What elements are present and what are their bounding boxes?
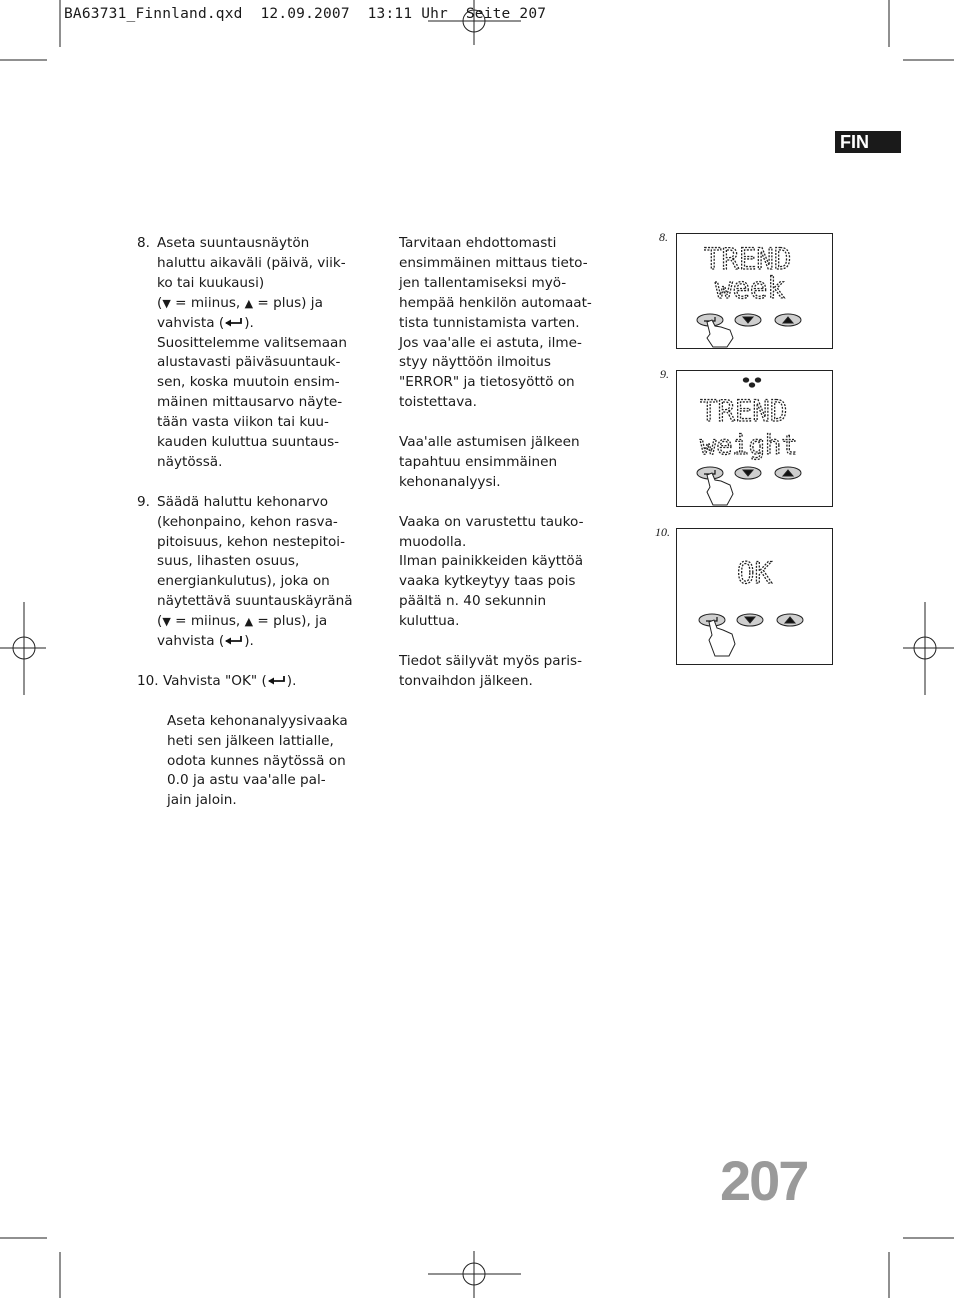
button-row <box>697 467 801 505</box>
enter-icon <box>224 316 244 328</box>
step-9: 9. Säädä haluttu kehonarvo (kehonpaino, kehon rasva- pitoisuus, kehon nestepitoi- suus, lihasten osuus, energiankulutus), joka on näytettävä suuntauskäyränä (▼ = miinus, ▲ = plus), ja vahvista ( ). <box>137 493 353 650</box>
paragraph-body-analysis: Vaa'alle astumisen jälkeen tapahtuu ensimmäinen kehonanalyysi. <box>399 434 580 490</box>
figure-label: 8. <box>659 230 668 244</box>
pointing-hand-icon <box>707 473 733 505</box>
up-arrow-icon: ▲ <box>244 615 254 629</box>
display-figure-trend-week <box>676 233 833 349</box>
display-text-line1: TREND <box>704 242 792 276</box>
column-instructions <box>137 234 367 831</box>
scale-display-illustration <box>677 529 832 664</box>
figure-label: 9. <box>660 367 669 381</box>
step-number: 8. <box>137 235 150 251</box>
display-text-line2: weight <box>700 430 798 461</box>
print-slug-line: BA63731_Finnland.qxd 12.09.2007 13:11 Uhr Seite 207 <box>64 6 547 22</box>
enter-icon <box>224 634 244 646</box>
display-figure-ok <box>676 528 833 665</box>
enter-icon <box>267 674 287 686</box>
step-10-note: Aseta kehonanalyysivaaka heti sen jälkeen lattialle, odota kunnes näytössä on 0.0 ja astu vaa'alle pal- jain jaloin. <box>167 712 348 809</box>
pointing-hand-icon <box>709 620 735 656</box>
paragraph-battery-change: Tiedot säilyvät myös paris- tonvaihdon jälkeen. <box>399 652 582 689</box>
down-arrow-icon: ▼ <box>162 615 171 629</box>
step-10: 10. Vahvista "OK" ( ). <box>137 672 297 689</box>
scale-display-illustration <box>677 234 832 348</box>
step-8: 8. Aseta suuntausnäytön haluttu aikaväli (päivä, viik- ko tai kuukausi) (▼ = miinus, ▲ = plus) ja vahvista ( ). Suosittelemme valitsemaan alustavasti päiväsuuntauk- sen, koska muutoin ensim- mäinen mittausarvo näyte- tään vasta viikon tai kuu- kauden kuluttua suuntaus- näytössä. <box>137 235 347 470</box>
down-arrow-icon: ▼ <box>162 296 171 310</box>
display-text-line1: TREND <box>700 394 788 428</box>
scale-display-illustration <box>677 371 832 506</box>
step-number: 9. <box>137 493 150 510</box>
display-figure-trend-weight <box>676 370 833 507</box>
button-row <box>697 314 801 347</box>
figure-label: 10. <box>655 525 670 539</box>
display-text-line1: OK <box>737 556 772 590</box>
button-row <box>699 614 803 656</box>
display-text-line2: week <box>715 271 785 305</box>
column-notes <box>399 234 619 712</box>
paragraph-sleep-mode: Vaaka on varustettu tauko- muodolla. Ilman painikkeiden käyttöä vaaka kytkeytyy taas pois päältä n. 40 sekunnin kuluttua. <box>399 513 584 630</box>
up-arrow-icon: ▲ <box>244 296 254 310</box>
paragraph-first-measurement: Tarvitaan ehdottomasti ensimmäinen mittaus tieto- jen tallentamiseksi myö- hempää henkilön automaat- tista tunnistamista varten. Jos vaa'alle ei astuta, ilme- styy näyttöön ilmoitus "ERROR" ja tietosyöttö on toistettava. <box>399 235 592 411</box>
user-indicator-icon <box>743 377 761 387</box>
language-tab: FIN <box>835 131 901 153</box>
page-number: 207 <box>720 1149 808 1212</box>
